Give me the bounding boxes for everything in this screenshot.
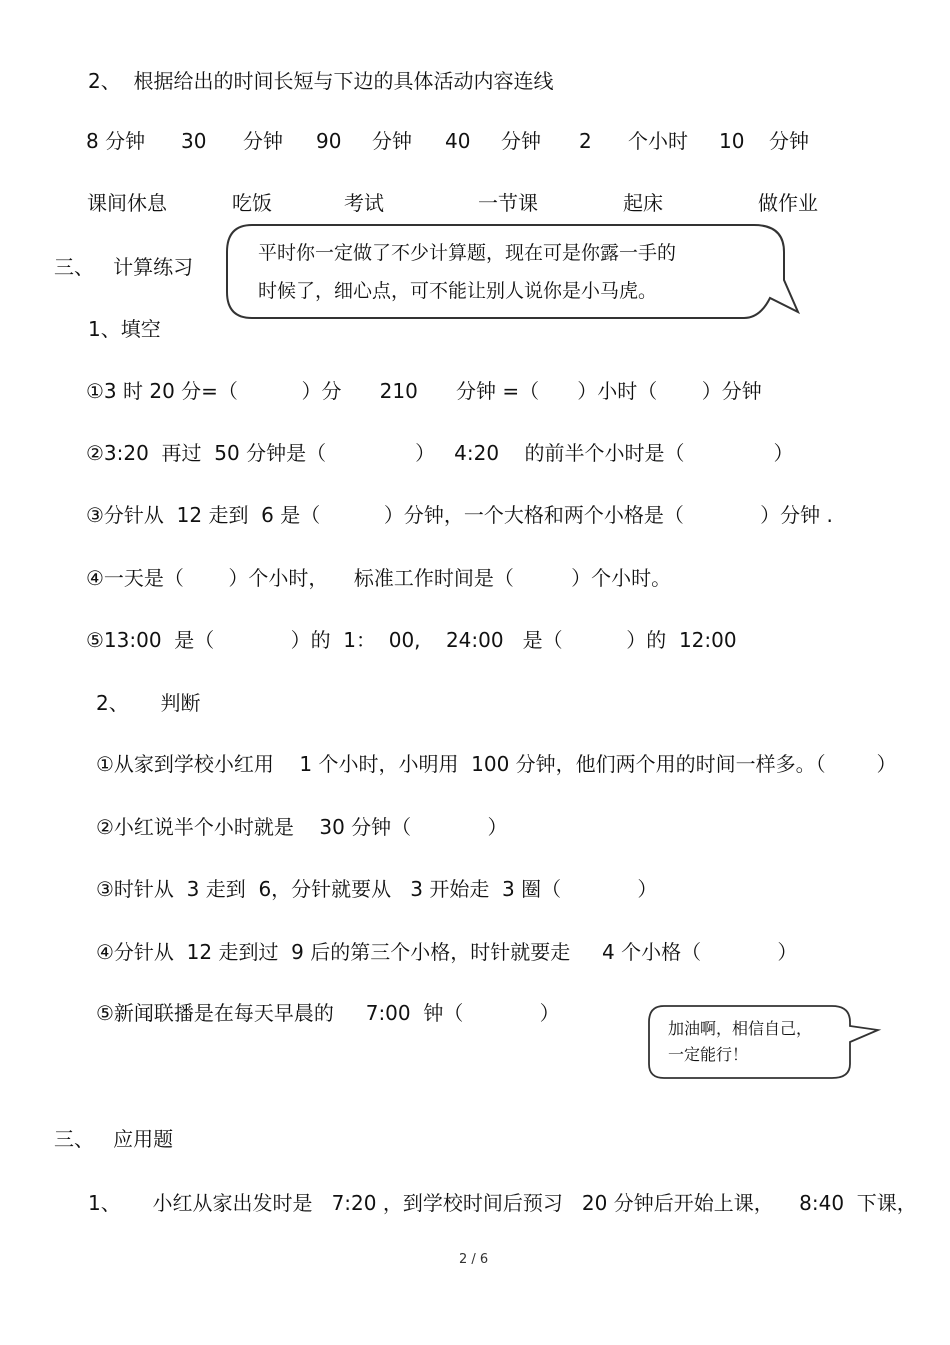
time-item: 分钟 — [501, 129, 541, 153]
time-item: 8 分钟 — [86, 129, 146, 153]
judge-heading: 2、 判断 — [96, 691, 201, 715]
speech-bubble-encouragement — [224, 222, 804, 324]
section-heading-calculation: 三、 计算练习 — [54, 255, 194, 279]
bubble-text-line: 平时你一定做了不少计算题，现在可是你露一手的 — [258, 242, 677, 264]
judge-item: ②小红说半个小时就是 30 分钟（ ） — [96, 815, 508, 839]
activity-item: 课间休息 — [87, 191, 167, 215]
fill-in-item: ⑤13:00 是（ ）的 1： 00, 24:00 是（ ）的 12:00 — [86, 628, 737, 652]
time-item: 10 — [719, 129, 745, 153]
time-item: 分钟 — [372, 129, 412, 153]
activity-item: 做作业 — [758, 191, 818, 215]
time-item: 分钟 — [769, 129, 809, 153]
activity-item: 吃饭 — [232, 191, 272, 215]
application-item: 1、 小红从家出发时是 7:20 ，到学校时间后预习 20 分钟后开始上课， 8:40 下课， — [88, 1191, 917, 1215]
activity-item: 考试 — [344, 191, 384, 215]
speech-bubble-cheer — [646, 1004, 886, 1084]
activity-item: 一节课 — [478, 191, 538, 215]
time-item: 分钟 — [243, 129, 283, 153]
matching-question-heading: 2、 根据给出的时间长短与下边的具体活动内容连线 — [88, 69, 554, 93]
activities-row — [0, 190, 950, 216]
judge-item: ①从家到学校小红用 1 个小时，小明用 100 分钟，他们两个用的时间一样多。（ ） — [96, 752, 897, 776]
bubble-text-line: 时候了，细心点，可不能让别人说你是小马虎。 — [258, 280, 658, 302]
time-item: 90 — [316, 129, 342, 153]
times-row — [0, 128, 950, 154]
time-item: 2 — [579, 129, 592, 153]
time-item: 30 — [181, 129, 207, 153]
judge-item: ④分针从 12 走到过 9 后的第三个小格，时针就要走 4 个小格（ ） — [96, 940, 798, 964]
section-heading-application: 三、 应用题 — [54, 1127, 174, 1151]
fill-in-heading: 1、填空 — [88, 317, 161, 341]
bubble-text-line: 加油啊，相信自己， — [668, 1019, 813, 1038]
fill-in-item: ①3 时 20 分=（ ）分 210 分钟 =（ ）小时（ ）分钟 — [86, 379, 762, 403]
fill-in-item: ②3:20 再过 50 分钟是（ ） 4:20 的前半个小时是（ ） — [86, 441, 794, 465]
activity-item: 起床 — [623, 191, 663, 215]
time-item: 个小时 — [628, 129, 688, 153]
time-item: 40 — [445, 129, 471, 153]
page-number: 2 / 6 — [459, 1252, 489, 1267]
fill-in-item: ③分针从 12 走到 6 是（ ）分钟，一个大格和两个小格是（ ）分钟 . — [86, 503, 833, 527]
bubble-text-line: 一定能行！ — [668, 1045, 749, 1064]
fill-in-item: ④一天是（ ）个小时， 标准工作时间是（ ）个小时。 — [86, 566, 672, 590]
judge-item: ③时针从 3 走到 6，分针就要从 3 开始走 3 圈（ ） — [96, 877, 658, 901]
judge-item: ⑤新闻联播是在每天早晨的 7:00 钟（ ） — [96, 1001, 560, 1025]
